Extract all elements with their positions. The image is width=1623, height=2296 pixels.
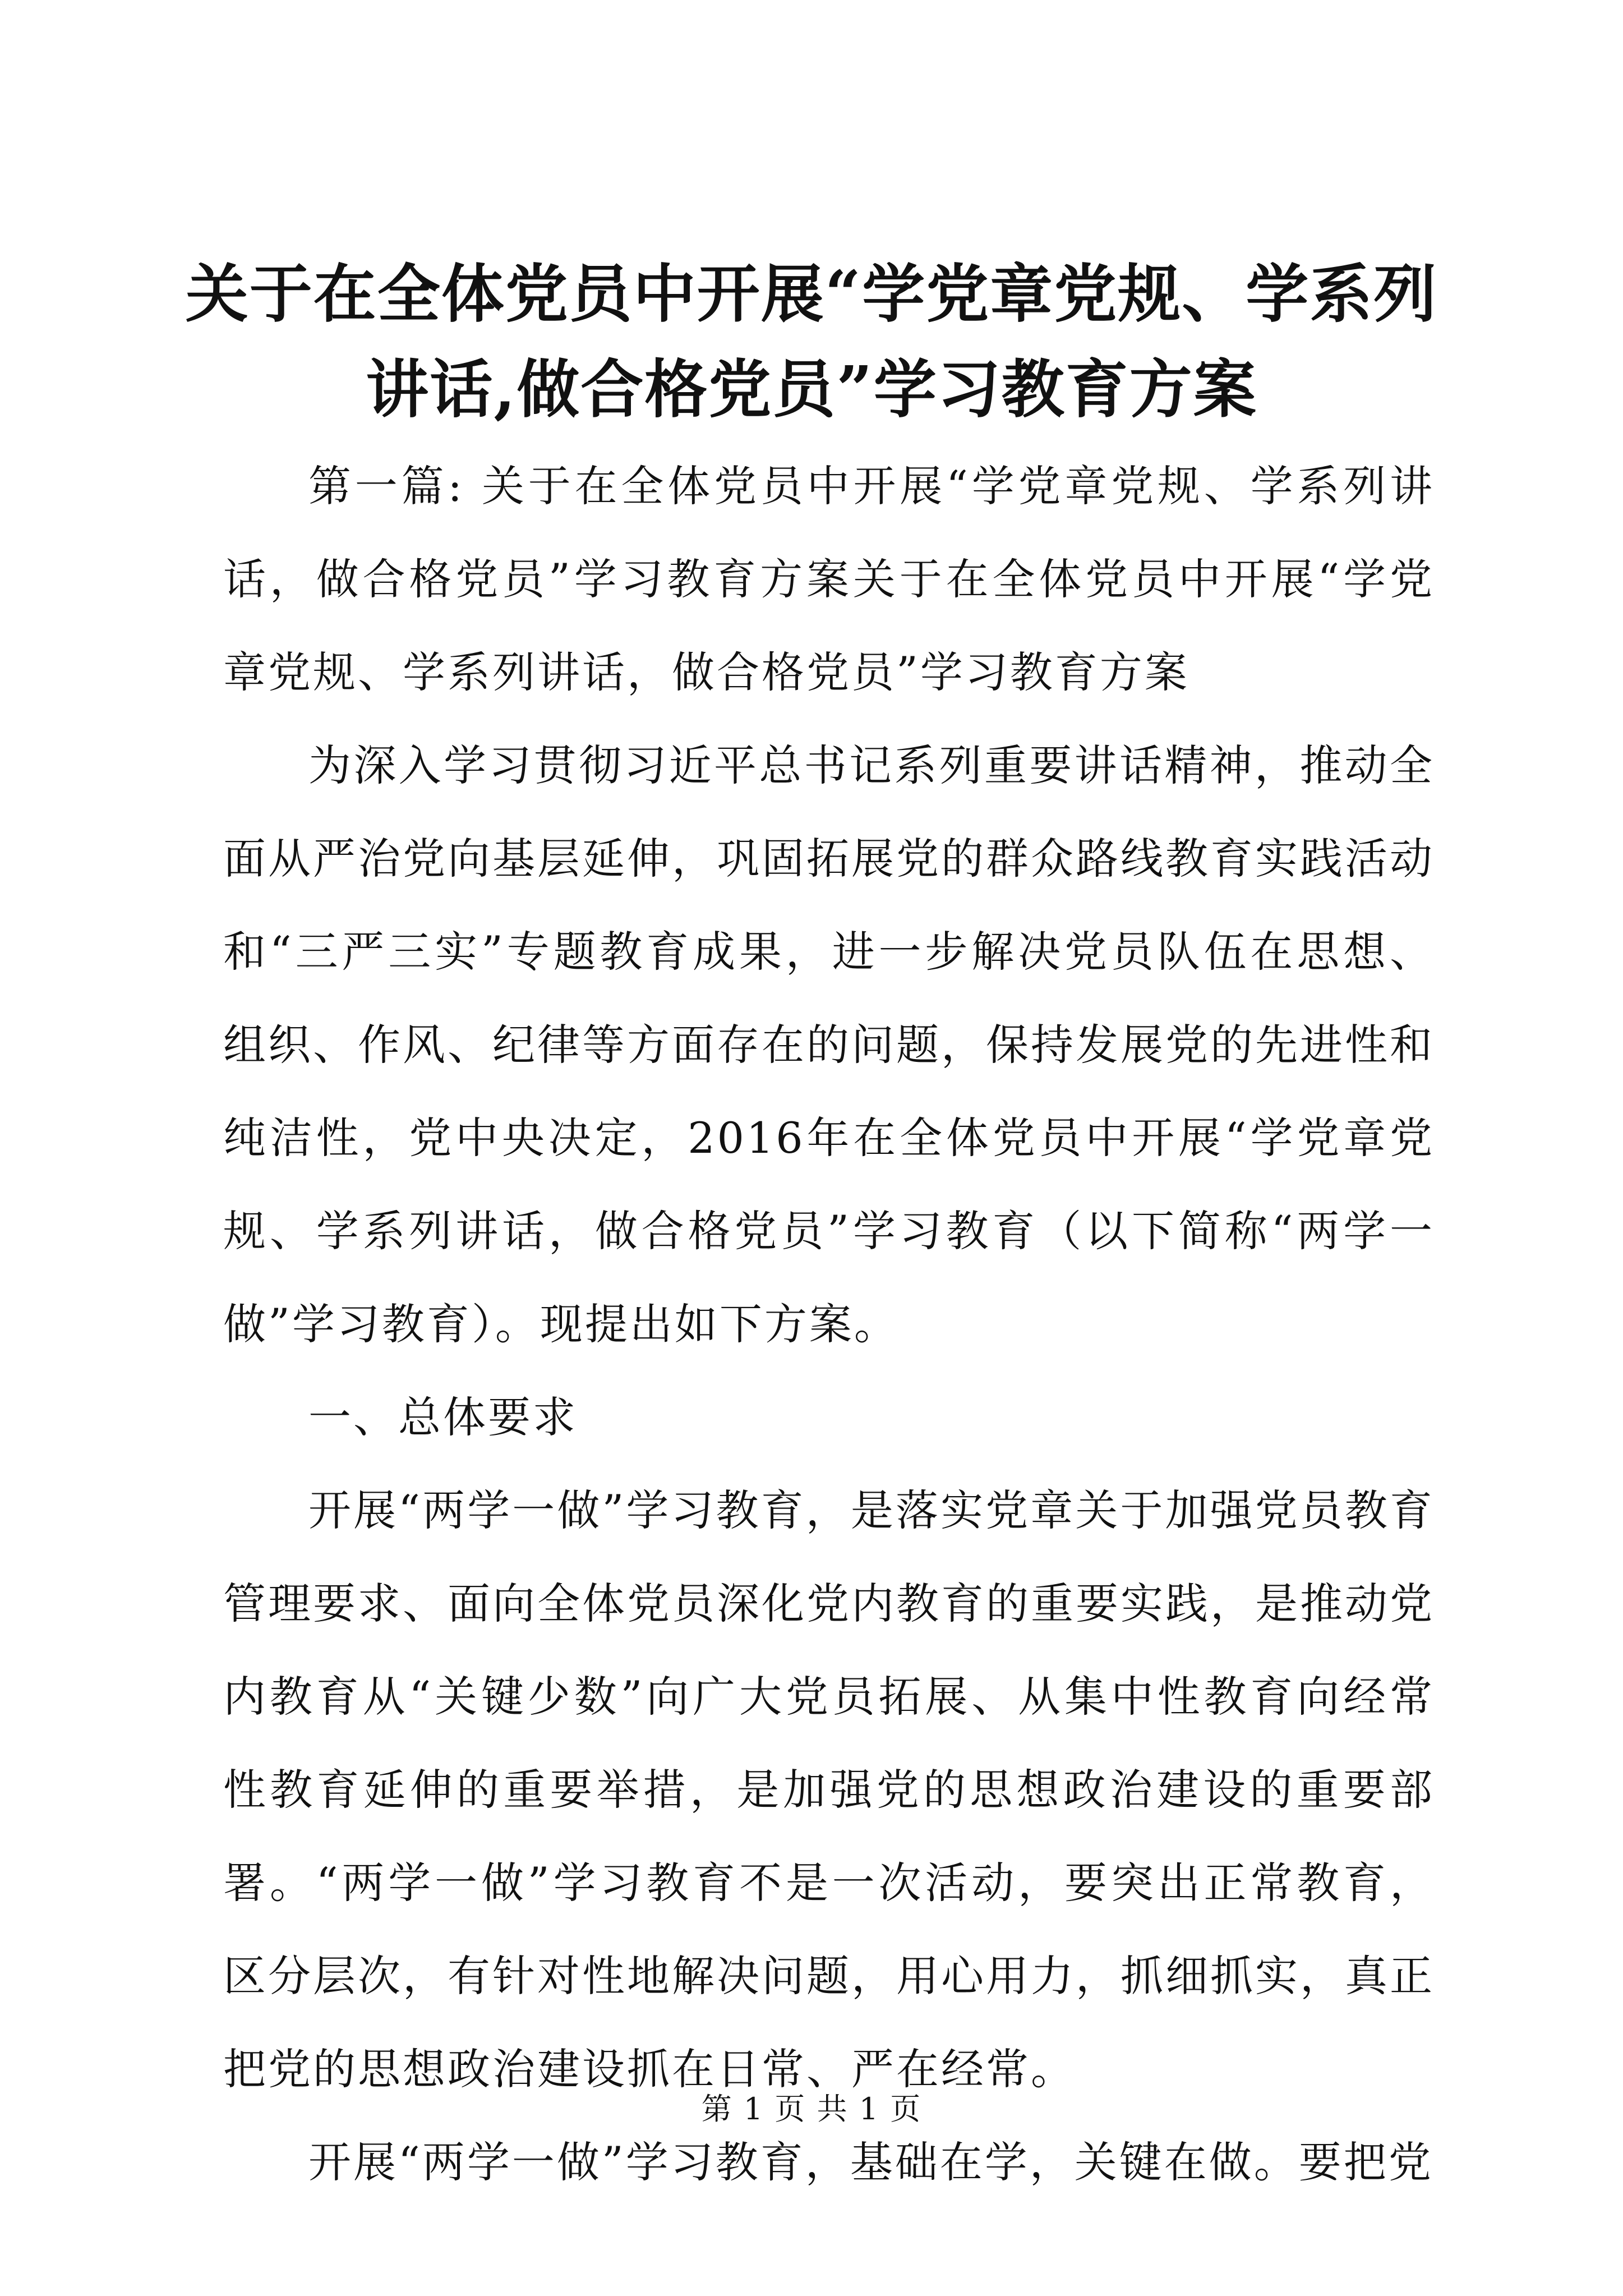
title-line-1: 关于在全体党员中开展“学党章党规、学系列 (185, 257, 1438, 331)
paragraph-preamble: 为深入学习贯彻习近平总书记系列重要讲话精神，推动全面从严治党向基层延伸，巩固拓展党的群众路线教育实践活动和“三严三实”专题教育成果，进一步解决党员队伍在思想、组织、作风、纪律等方面存在的问题，保持发展党的先进性和纯洁性，党中央决定，2016年在全体党员中开展“学党章党规、学系列讲话，做合格党员”学习教育（以下简称“两学一做”学习教育）。现提出如下方案。 (223, 740, 1435, 1349)
page-footer: 第 1 页 共 1 页 (701, 2091, 922, 2127)
section-heading-overall-requirements: 一、总体要求 (308, 1392, 578, 1442)
title-line-2: 讲话,做合格党员”学习教育方案 (366, 353, 1257, 426)
paragraph-intro-heading: 第一篇: 关于在全体党员中开展“学党章党规、学系列讲话，做合格党员”学习教育方案关于在全体党员中开展“学党章党规、学系列讲话，做合格党员”学习教育方案 (223, 461, 1435, 697)
paragraph-study-and-act: 开展“两学一做”学习教育，基础在学，关键在做。要把党 (308, 2137, 1433, 2187)
document-title (168, 247, 1455, 438)
paragraph-overall-requirements: 开展“两学一做”学习教育，是落实党章关于加强党员教育管理要求、面向全体党员深化党内教育的重要实践，是推动党内教育从“关键少数”向广大党员拓展、从集中性教育向经常性教育延伸的重要举措，是加强党的思想政治建设的重要部署。“两学一做”学习教育不是一次活动，要突出正常教育，区分层次，有针对性地解决问题，用心用力，抓细抓实，真正把党的思想政治建设抓在日常、严在经常。 (223, 1485, 1435, 2094)
